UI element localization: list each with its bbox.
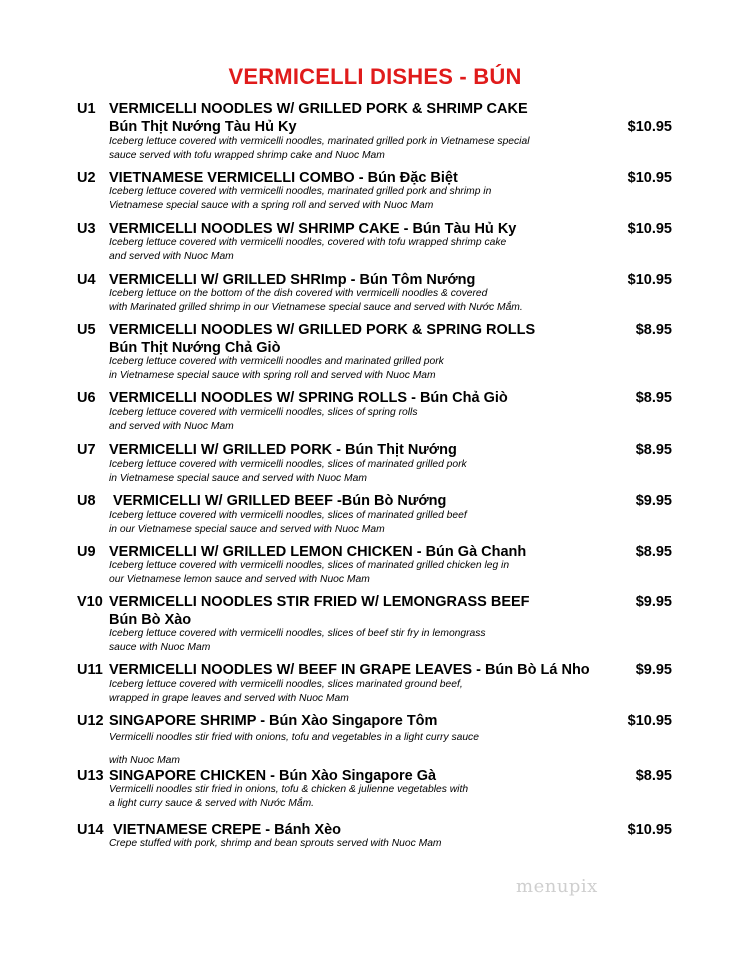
item-description-line: in our Vietnamese special sauce and served with Nuoc Mam <box>109 524 385 535</box>
item-code: U1 <box>77 101 96 117</box>
item-price: $8.95 <box>635 544 672 560</box>
item-description-line: Iceberg lettuce on the bottom of the dish covered with vermicelli noodles & covered <box>109 288 488 299</box>
item-description-line: in Vietnamese special sauce with spring roll and served with Nuoc Mam <box>109 370 436 381</box>
item-description-line: Iceberg lettuce covered with vermicelli noodles, slices of beef stir fry in lemongrass <box>109 628 486 639</box>
item-name: VERMICELLI NOODLES W/ SPRING ROLLS - Bún Chả Giò <box>109 390 508 406</box>
item-code: U2 <box>77 170 96 186</box>
item-name: VERMICELLI W/ GRILLED PORK - Bún Thịt Nướng <box>109 442 457 458</box>
item-description-line: Vermicelli noodles stir fried in onions, tofu & chicken & julienne vegetables with <box>109 784 469 795</box>
menupix-watermark: menupix <box>516 876 598 897</box>
item-code: U13 <box>77 768 104 784</box>
item-price: $10.95 <box>627 119 672 135</box>
item-name: VERMICELLI NOODLES W/ GRILLED PORK & SHRIMP CAKE <box>109 101 528 117</box>
item-description-line: wrapped in grape leaves and served with Nuoc Mam <box>109 693 349 704</box>
item-description-line: Iceberg lettuce covered with vermicelli noodles, slices of spring rolls <box>109 407 418 418</box>
item-name: SINGAPORE SHRIMP - Bún Xào Singapore Tôm <box>109 713 438 729</box>
item-price: $8.95 <box>635 768 672 784</box>
item-code: U7 <box>77 442 96 458</box>
item-price: $9.95 <box>635 594 672 610</box>
item-name: VERMICELLI NOODLES STIR FRIED W/ LEMONGRASS BEEF <box>109 594 530 610</box>
item-price: $8.95 <box>635 442 672 458</box>
item-description-line: Iceberg lettuce covered with vermicelli noodles, slices of marinated grilled beef <box>109 510 467 521</box>
item-name: VERMICELLI W/ GRILLED SHRImp - Bún Tôm Nướng <box>109 272 476 288</box>
item-code: V10 <box>77 594 103 610</box>
item-code: U9 <box>77 544 96 560</box>
item-name: VIETNAMESE CREPE - Bánh Xèo <box>109 822 342 838</box>
item-description-line: with Marinated grilled shrimp in our Vietnamese special sauce and served with Nước Mắm. <box>109 302 523 313</box>
item-name: VERMICELLI NOODLES W/ BEEF IN GRAPE LEAVES - Bún Bò Lá Nho <box>109 662 590 678</box>
item-description-line: sauce with Nuoc Mam <box>109 642 211 653</box>
item-description-line: Iceberg lettuce covered with vermicelli noodles, covered with tofu wrapped shrimp cake <box>109 237 507 248</box>
item-price: $8.95 <box>635 322 672 338</box>
item-description-line: Vermicelli noodles stir fried with onions, tofu and vegetables in a light curry sauce <box>109 732 479 743</box>
item-description-line: Iceberg lettuce covered with vermicelli noodles, slices marinated ground beef, <box>109 679 463 690</box>
item-price: $9.95 <box>635 493 672 509</box>
item-code: U4 <box>77 272 96 288</box>
item-description-line: with Nuoc Mam <box>109 755 180 766</box>
item-name: VERMICELLI W/ GRILLED LEMON CHICKEN - Bún Gà Chanh <box>109 544 527 560</box>
item-name-vietnamese: Bún Bò Xào <box>109 612 192 628</box>
item-name: VERMICELLI NOODLES W/ GRILLED PORK & SPRING ROLLS <box>109 322 536 338</box>
menu-title: VERMICELLI DISHES - BÚN <box>228 64 522 89</box>
item-name: VIETNAMESE VERMICELLI COMBO - Bún Đặc Biệt <box>109 170 458 186</box>
item-price: $10.95 <box>627 713 672 729</box>
item-code: U14 <box>77 822 104 838</box>
item-code: U3 <box>77 221 96 237</box>
item-price: $9.95 <box>635 662 672 678</box>
item-description-line: Iceberg lettuce covered with vermicelli noodles, marinated grilled pork in Vietnamese special <box>109 136 530 147</box>
item-description-line: Crepe stuffed with pork, shrimp and bean sprouts served with Nuoc Mam <box>109 838 442 849</box>
item-code: U6 <box>77 390 96 406</box>
item-code: U11 <box>77 662 103 678</box>
item-name: VERMICELLI W/ GRILLED BEEF -Bún Bò Nướng <box>109 493 447 509</box>
item-description-line: Vietnamese special sauce with a spring roll and served with Nuoc Mam <box>109 200 434 211</box>
item-description-line: Iceberg lettuce covered with vermicelli noodles, slices of marinated grilled pork <box>109 459 467 470</box>
item-description-line: and served with Nuoc Mam <box>109 251 234 262</box>
item-description-line: a light curry sauce & served with Nước Mắm. <box>109 798 315 809</box>
item-code: U5 <box>77 322 96 338</box>
item-description-line: our Vietnamese lemon sauce and served with Nuoc Mam <box>109 574 370 585</box>
item-description-line: Iceberg lettuce covered with vermicelli noodles, slices of marinated grilled chicken leg in <box>109 560 510 571</box>
item-price: $10.95 <box>627 822 672 838</box>
item-description-line: and served with Nuoc Mam <box>109 421 234 432</box>
item-name-vietnamese: Bún Thịt Nướng Tàu Hủ Ky <box>109 119 297 135</box>
item-name-vietnamese: Bún Thịt Nướng Chả Giò <box>109 340 281 356</box>
item-name: VERMICELLI NOODLES W/ SHRIMP CAKE - Bún Tàu Hủ Ky <box>109 221 517 237</box>
item-price: $10.95 <box>627 272 672 288</box>
item-name: SINGAPORE CHICKEN - Bún Xào Singapore Gà <box>109 768 437 784</box>
item-price: $10.95 <box>627 170 672 186</box>
item-description-line: Iceberg lettuce covered with vermicelli noodles, marinated grilled pork and shrimp in <box>109 186 492 197</box>
item-description-line: in Vietnamese special sauce and served with Nuoc Mam <box>109 473 367 484</box>
item-price: $10.95 <box>627 221 672 237</box>
item-description-line: sauce served with tofu wrapped shrimp cake and Nuoc Mam <box>109 150 385 161</box>
item-code: U8 <box>77 493 96 509</box>
item-description-line: Iceberg lettuce covered with vermicelli noodles and marinated grilled pork <box>109 356 444 367</box>
item-code: U12 <box>77 713 104 729</box>
item-price: $8.95 <box>635 390 672 406</box>
